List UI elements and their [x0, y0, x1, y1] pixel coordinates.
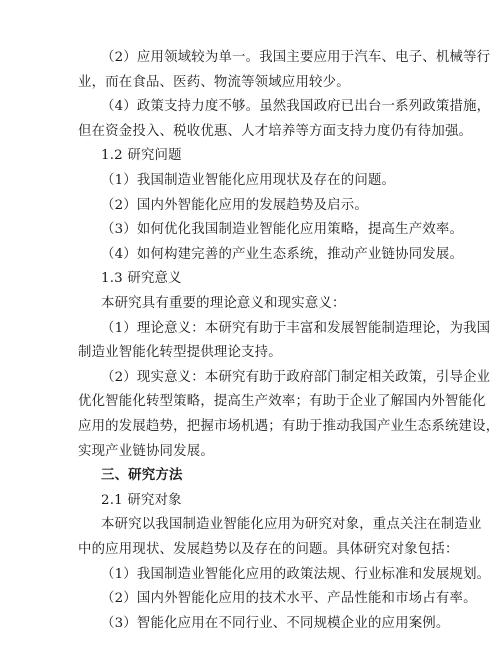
- list-item: （1）我国制造业智能化应用现状及存在的问题。: [101, 173, 396, 188]
- paragraph-line: （4）政策支持力度不够。虽然我国政府已出台一系列政策措施，: [101, 99, 491, 115]
- list-item: （4）如何构建完善的产业生态系统，推动产业链协同发展。: [101, 246, 464, 262]
- paragraph-line: （2）应用领域较为单一。我国主要应用于汽车、电子、机械等行: [101, 50, 491, 65]
- section-heading-1-3: 1.3 研究意义: [101, 271, 182, 287]
- paragraph-line: 但在资金投入、税收优惠、人才培养等方面支持力度仍有待加强。: [78, 123, 473, 139]
- paragraph-line: （2）现实意义：本研究有助于政府部门制定相关政策，引导企业: [101, 369, 491, 385]
- section-heading-2-1: 2.1 研究对象: [101, 492, 182, 508]
- list-item: （3）如何优化我国制造业智能化应用策略，提高生产效率。: [101, 222, 464, 238]
- paragraph-line: 业，而在食品、医药、物流等领域应用较少。: [78, 74, 350, 90]
- section-heading-1-2: 1.2 研究问题: [101, 148, 182, 164]
- paragraph-line: 制造业智能化转型提供理论支持。: [78, 345, 282, 361]
- paragraph-line: 应用的发展趋势，把握市场机遇；有助于推动我国产业生态系统建设，: [78, 419, 500, 434]
- paragraph-line: 本研究具有重要的理论意义和现实意义：: [101, 296, 346, 311]
- paragraph-line: 中的应用现状、发展趋势以及存在的问题。具体研究对象包括：: [78, 542, 459, 557]
- list-item: （2）国内外智能化应用的技术水平、产品性能和市场占有率。: [101, 591, 477, 607]
- list-item: （2）国内外智能化应用的发展趋势及启示。: [101, 197, 368, 213]
- chapter-heading-research-methods: 三、研究方法: [101, 468, 183, 484]
- paragraph-line: 优化智能化转型策略，提高生产效率；有助于企业了解国内外智能化: [78, 394, 486, 410]
- paragraph-line: 本研究以我国制造业智能化应用为研究对象，重点关注在制造业: [101, 517, 482, 533]
- list-item: （3）智能化应用在不同行业、不同规模企业的应用案例。: [101, 615, 450, 631]
- list-item: （1）我国制造业智能化应用的政策法规、行业标准和发展规划。: [101, 566, 491, 582]
- paragraph-line: （1）理论意义：本研究有助于丰富和发展智能制造理论，为我国: [101, 320, 491, 336]
- paragraph-line: 实现产业链协同发展。: [78, 443, 214, 459]
